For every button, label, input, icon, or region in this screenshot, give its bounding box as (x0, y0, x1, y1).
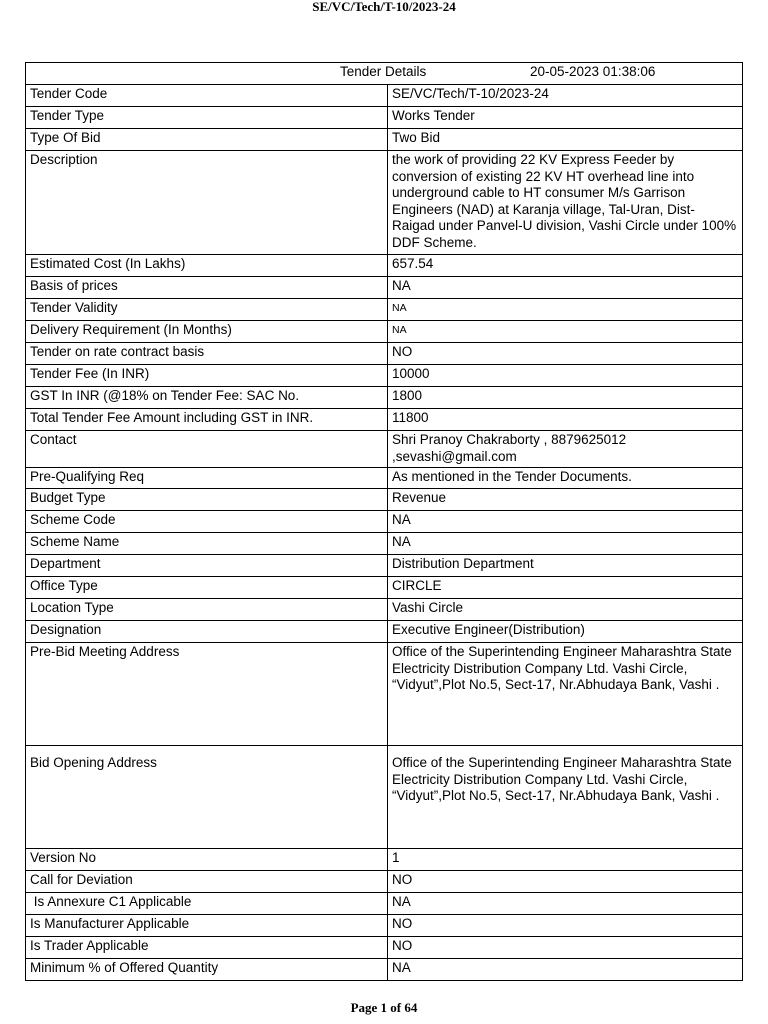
row-value: NA (388, 959, 743, 981)
table-row (26, 849, 743, 871)
row-label: Is Manufacturer Applicable (26, 915, 388, 937)
row-value: NA (388, 299, 743, 321)
table-row (26, 555, 743, 577)
row-value: 657.54 (388, 255, 743, 277)
table-row (26, 937, 743, 959)
row-label: Pre-Bid Meeting Address (26, 643, 388, 746)
row-value: NO (388, 937, 743, 959)
row-label: Tender Code (26, 85, 388, 107)
row-label: Tender on rate contract basis (26, 343, 388, 365)
row-label: GST In INR (@18% on Tender Fee: SAC No. (26, 387, 388, 409)
table-row (26, 85, 743, 107)
row-label: Total Tender Fee Amount including GST in INR. (26, 409, 388, 431)
row-value: 1800 (388, 387, 743, 409)
row-value: 10000 (388, 365, 743, 387)
row-label: Office Type (26, 577, 388, 599)
row-label: Tender Validity (26, 299, 388, 321)
row-label: Tender Type (26, 107, 388, 129)
table-row (26, 746, 743, 849)
row-label: Type Of Bid (26, 129, 388, 151)
table-row (26, 129, 743, 151)
table-row (26, 277, 743, 299)
table-title: Tender Details (340, 64, 427, 79)
row-label: Budget Type (26, 489, 388, 511)
row-value: Office of the Superintending Engineer Maharashtra State Electricity Distribution Company Ltd. Vashi Circle, “Vidyut”,Plot No.5, Sect-17, Nr.Abhudaya Bank, Vashi . (388, 643, 743, 746)
row-label: Basis of prices (26, 277, 388, 299)
row-value: NA (388, 893, 743, 915)
row-label: Is Trader Applicable (26, 937, 388, 959)
table-row (26, 511, 743, 533)
table-row (26, 431, 743, 468)
row-label: Version No (26, 849, 388, 871)
row-label: Call for Deviation (26, 871, 388, 893)
table-row (26, 533, 743, 555)
row-label: Minimum % of Offered Quantity (26, 959, 388, 981)
table-row (26, 321, 743, 343)
page-footer: Page 1 of 64 (350, 1000, 418, 1015)
row-label: Department (26, 555, 388, 577)
row-value: Vashi Circle (388, 599, 743, 621)
row-label: Is Annexure C1 Applicable (26, 893, 388, 915)
row-value: Revenue (388, 489, 743, 511)
row-value: 1 (388, 849, 743, 871)
row-value: NO (388, 343, 743, 365)
row-label: Description (26, 151, 388, 255)
table-row (26, 871, 743, 893)
table-row (26, 959, 743, 981)
table-row (26, 365, 743, 387)
row-value: Two Bid (388, 129, 743, 151)
row-value: NA (388, 511, 743, 533)
row-value: Shri Pranoy Chakraborty , 8879625012 ,sevashi@gmail.com (388, 431, 743, 468)
table-row (26, 468, 743, 489)
table-row (26, 489, 743, 511)
row-label: Designation (26, 621, 388, 643)
row-value: NA (388, 533, 743, 555)
row-value: NO (388, 915, 743, 937)
table-row (26, 915, 743, 937)
row-label: Bid Opening Address (26, 746, 388, 849)
row-value: SE/VC/Tech/T-10/2023-24 (388, 85, 743, 107)
tender-details-table (25, 62, 743, 981)
row-label: Delivery Requirement (In Months) (26, 321, 388, 343)
row-value: Distribution Department (388, 555, 743, 577)
row-value: NA (388, 277, 743, 299)
row-value: As mentioned in the Tender Documents. (388, 468, 743, 489)
table-header-cell (26, 63, 743, 85)
table-row (26, 893, 743, 915)
table-row (26, 621, 743, 643)
row-value: NA (388, 321, 743, 343)
row-label: Estimated Cost (In Lakhs) (26, 255, 388, 277)
row-value: NO (388, 871, 743, 893)
table-row (26, 151, 743, 255)
row-value: Works Tender (388, 107, 743, 129)
row-label: Scheme Code (26, 511, 388, 533)
table-row (26, 409, 743, 431)
row-value: Office of the Superintending Engineer Maharashtra State Electricity Distribution Company Ltd. Vashi Circle, “Vidyut”,Plot No.5, Sect-17, Nr.Abhudaya Bank, Vashi . (388, 746, 743, 849)
row-label: Contact (26, 431, 388, 468)
row-value: CIRCLE (388, 577, 743, 599)
table-row (26, 643, 743, 746)
table-row (26, 299, 743, 321)
table-header-row (26, 63, 743, 85)
table-row (26, 577, 743, 599)
table-datetime: 20-05-2023 01:38:06 (530, 64, 656, 79)
row-value: the work of providing 22 KV Express Feeder by conversion of existing 22 KV HT overhead line into underground cable to HT consumer M/s Garrison Engineers (NAD) at Karanja village, Tal-Uran, Dist- Raigad under Panvel-U division, Vashi Circle under 100% DDF Scheme. (388, 151, 743, 255)
row-label: Tender Fee (In INR) (26, 365, 388, 387)
row-label: Location Type (26, 599, 388, 621)
row-label: Pre-Qualifying Req (26, 468, 388, 489)
row-value: Executive Engineer(Distribution) (388, 621, 743, 643)
row-value: 11800 (388, 409, 743, 431)
table-row (26, 343, 743, 365)
table-row (26, 599, 743, 621)
table-row (26, 255, 743, 277)
page-header: SE/VC/Tech/T-10/2023-24 (312, 0, 456, 14)
table-row (26, 107, 743, 129)
table-row (26, 387, 743, 409)
row-label: Scheme Name (26, 533, 388, 555)
